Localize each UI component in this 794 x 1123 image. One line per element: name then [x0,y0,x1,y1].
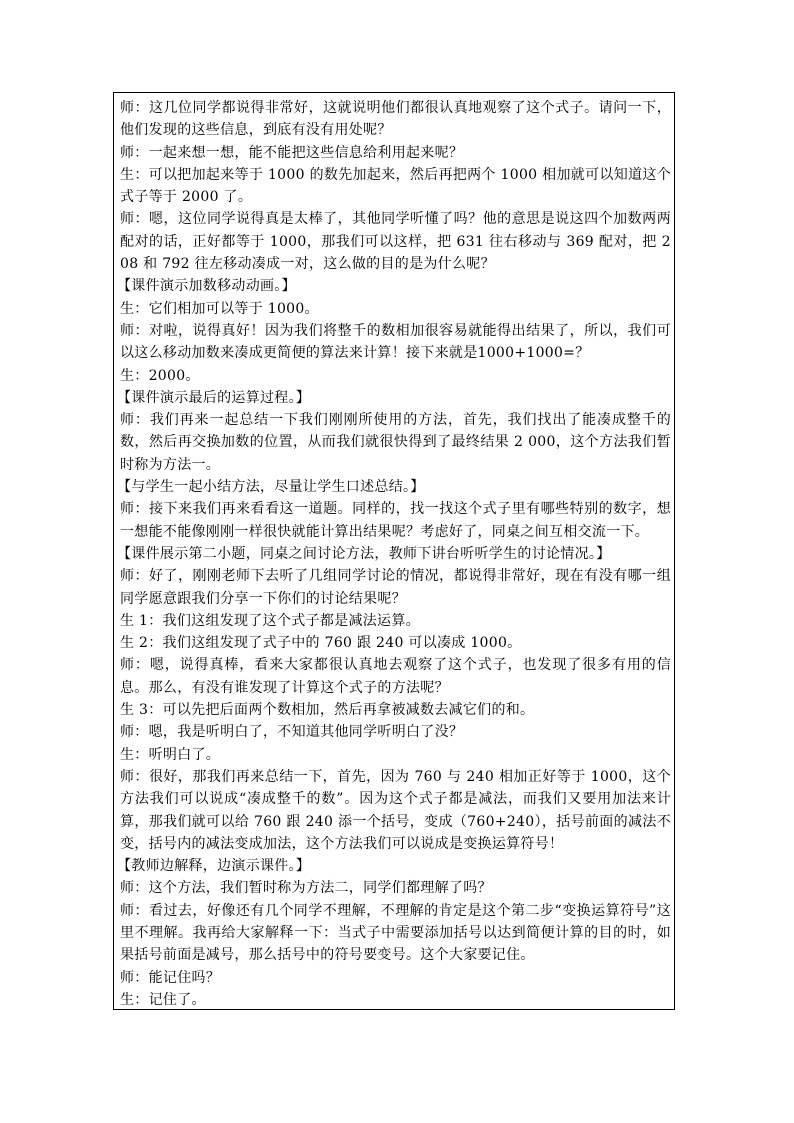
paragraph-20: 生：听明白了。 [120,746,221,763]
stage-direction-1: 【课件演示加数移动动画。】 [117,278,296,295]
lesson-transcript-cell [113,92,675,1010]
paragraph-1: 师：这几位同学都说得非常好，这就说明他们都很认真地观察了这个式子。请问一下，他们发现的这些信息，到底有没有用处呢？ [120,100,671,139]
paragraph-26: 生：记住了。 [120,991,206,1008]
paragraph-12: 师：接下来我们再来看看这一道题。同样的，找一找这个式子里有哪些特别的数字，想一想能不能像刚刚一样很快就能计算出结果呢？考虑好了，同桌之间互相交流一下。 [120,501,671,540]
paragraph-21: 师：很好，那我们再来总结一下，首先，因为 760 与 240 相加正好等于 1000，这个方法我们可以说成“凑成整千的数”。因为这个式子都是减法，而我们又要用加法来计算，那我们就可以给 760 跟 240 添一个括号，变成（760+240），括号前面的减法不变，括号内的减法变成加法，这个方法我们可以说成是变换运算符号！ [120,768,671,852]
paragraph-7: 师：对啦，说得真好！因为我们将整千的数相加很容易就能得出结果了，所以，我们可以这么移动加数来凑成更简便的算法来计算！接下来就是1000+1000=？ [120,322,671,362]
paragraph-19: 师：嗯，我是听明白了，不知道其他同学听明白了没？ [120,724,464,741]
paragraph-10: 师：我们再来一起总结一下我们刚刚所使用的方法，首先，我们找出了能凑成整千的数，然后再交换加数的位置，从而我们就很快得到了最终结果 2 000，这个方法我们暂时称为方法一。 [120,412,671,473]
paragraph-18: 生 3：可以先把后面两个数相加，然后再拿被减数去减它们的和。 [120,702,535,719]
paragraph-15: 生 1：我们这组发现了这个式子都是减法运算。 [120,612,420,629]
paragraph-3: 生：可以把加起来等于 1000 的数先加起来，然后再把两个 1000 相加就可以知道这个式子等于 2000 了。 [120,166,671,206]
paragraph-14: 师：好了，刚刚老师下去听了几组同学讨论的情况，都说得非常好，现在有没有哪一组同学愿意跟我们分享一下你们的讨论结果呢？ [120,568,671,607]
paragraph-23: 师：这个方法，我们暂时称为方法二，同学们都理解了吗？ [120,880,492,897]
stage-direction-4: 【课件展示第二小题，同桌之间讨论方法，教师下讲台听听学生的讨论情况。】 [117,545,611,562]
paragraph-25: 师：能记住吗？ [120,969,221,986]
stage-direction-3: 【与学生一起小结方法，尽量让学生口述总结。】 [117,479,425,496]
paragraph-16: 生 2：我们这组发现了式子中的 760 跟 240 可以凑成 1000。 [120,635,522,652]
paragraph-6: 生：它们相加可以等于 1000。 [120,300,319,317]
paragraph-17: 师：嗯，说得真棒，看来大家都很认真地去观察了这个式子，也发现了很多有用的信息。那么，有没有谁发现了计算这个式子的方法呢？ [120,657,671,696]
stage-direction-2: 【课件演示最后的运算过程。】 [117,389,311,406]
paragraph-2: 师：一起来想一想，能不能把这些信息给利用起来呢？ [120,144,464,161]
paragraph-24: 师：看过去，好像还有几个同学不理解，不理解的肯定是这个第二步“变换运算符号”这里不理解。我再给大家解释一下：当式子中需要添加括号以达到简便计算的目的时，如果括号前面是减号，那么括号中的符号要变号。这个大家要记住。 [120,902,671,964]
paragraph-8: 生：2000。 [120,367,200,384]
stage-direction-5: 【教师边解释，边演示课件。】 [117,858,311,875]
paragraph-4: 师：嗯，这位同学说得真是太棒了，其他同学听懂了吗？他的意思是说这四个加数两两配对的话，正好都等于 1000，那我们可以这样，把 631 往右移动与 369 配对，把 208 和 792 往左移动凑成一对，这么做的目的是为什么呢？ [120,211,671,273]
